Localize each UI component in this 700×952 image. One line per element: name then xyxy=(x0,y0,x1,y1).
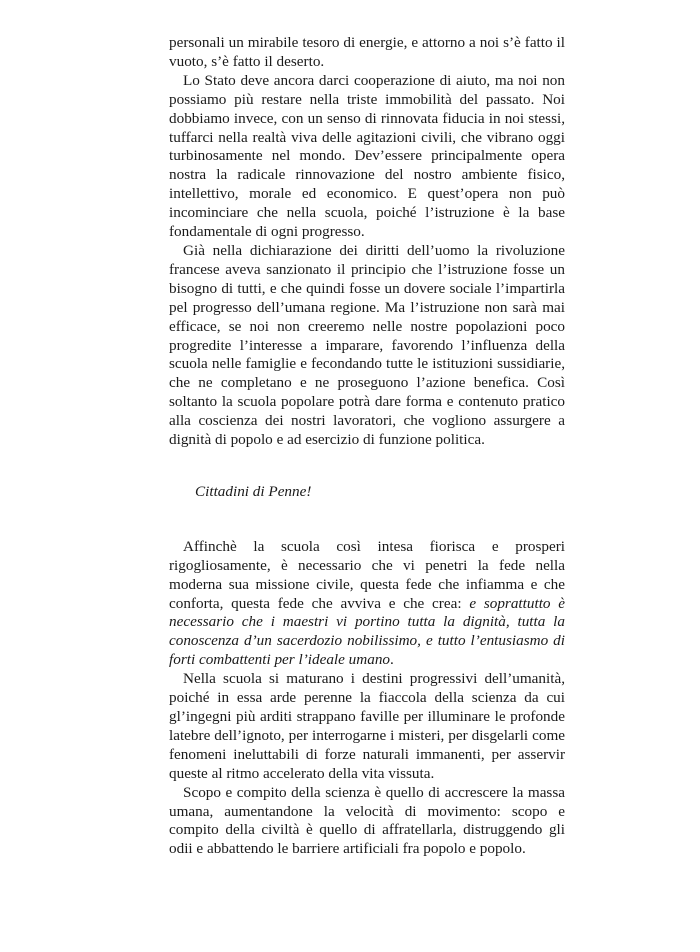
paragraph-affinche-end: . xyxy=(390,651,394,669)
paragraph-affinche-italic: e soprattutto è necessario che i maestri vi portino tutta la dignità, tutta la conoscenza d’un sacerdozio nobilissimo, e tutto l’entusiasmo di forti combattenti per l’ideale umano xyxy=(169,594,566,669)
paragraph-rivoluzione: Già nella dichiarazione dei diritti dell’uomo la rivoluzione francese aveva sanzionato il principio che l’istruzione fosse un bisogno di tutti, e che quindi fosse un dovere sociale l’impartirla pel progresso dell’umana regione. Ma l’istruzione non sarà mai efficace, se noi non creeremo nelle nostre popolazioni poco progredite l’interesse a imparare, favorendo l’influenza della scuola nelle famiglie e fecondando tutte le istituzioni sussidiarie, che ne completano e ne proseguono l’azione benefica. Così soltanto la scuola popolare potrà dare forma e contenuto pratico alla coscienza dei nostri lavoratori, che vogliono assurgere a dignità di popolo e ad esercizio di funzione politica. xyxy=(169,241,565,449)
paragraph-affinche xyxy=(169,538,565,670)
paragraph-stato: Lo Stato deve ancora darci cooperazione di aiuto, ma noi non possiamo più restare nella triste immobilità del passato. Noi dobbiamo invece, con un senso di rinnovata fiducia in noi stessi, tuffarci nella realtà viva delle agitazioni civili, che vibrano oggi turbinosamente nel mondo. Dev’essere principalmente opera nostra la radicale rinnovazione del nostro ambiente fisico, intellettivo, morale ed economico. E quest’opera non può incominciare che nella scuola, poiché l’istruzione è la base fondamentale di ogni progresso. xyxy=(169,71,565,241)
paragraph-scopo: Scopo e compito della scienza è quello di accrescere la massa umana, aumentandone la velocità di movimento: scopo e compito della civiltà è quello di affratellarla, distruggendo gli odii e abbattendo le barriere artificiali fra popolo e popolo. xyxy=(169,783,565,858)
paragraph-continuation: personali un mirabile tesoro di energie, e attorno a noi s’è fatto il vuoto, s’è fatto il deserto. xyxy=(169,34,565,70)
paragraph-nella-scuola: Nella scuola si maturano i destini progressivi dell’umanità, poiché in essa arde perenne la fiaccola della scienza da cui gl’ingegni più arditi strappano faville per illuminare le profonde latebre dell’ignoto, per interrogarne i misteri, per disgelarli come fenomeni ineluttabili di forze naturali immanenti, per asservir queste al ritmo accelerato della vita vissuta. xyxy=(169,670,565,782)
paragraph-affinche-text: Affinchè la scuola così intesa fiorisca e prosperi rigogliosamente, è necessario che vi penetri la fede nella moderna sua missione civile, questa fede che infiamma e che conforta, questa fede che avviva e che crea: xyxy=(169,537,565,612)
greeting-heading: Cittadini di Penne! xyxy=(195,482,312,500)
document-page xyxy=(169,34,565,859)
